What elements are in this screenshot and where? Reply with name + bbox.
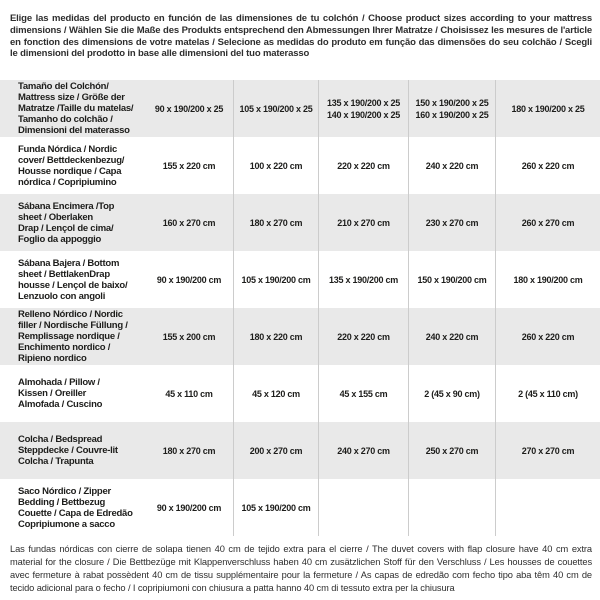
size-cell bbox=[318, 479, 408, 536]
product-label: Sábana Bajera / Bottom sheet / BettlakenDrap housse / Lençol de baixo/ Lenzuolo con angoli bbox=[18, 257, 128, 302]
size-cell bbox=[408, 479, 495, 536]
product-label: Colcha / Bedspread Steppdecke / Couvre-lit Colcha / Trapunta bbox=[18, 434, 118, 467]
size-cell: 210 x 270 cm bbox=[318, 194, 408, 251]
size-cell: 180 x 190/200 cm bbox=[495, 251, 600, 308]
size-cell: 100 x 220 cm bbox=[233, 137, 318, 194]
size-cell: 180 x 220 cm bbox=[233, 308, 318, 365]
table-row bbox=[0, 365, 600, 422]
table-row bbox=[0, 137, 600, 194]
table-row bbox=[0, 251, 600, 308]
product-label: Sábana Encimera /Top sheet / Oberlaken Drap / Lençol de cima/ Foglio da appoggio bbox=[18, 200, 115, 245]
size-cell: 90 x 190/200 cm bbox=[156, 502, 222, 513]
product-label: Saco Nórdico / Zipper Bedding / Bettbezug Couette / Capa de Edredão Copripiumone a sacco bbox=[18, 485, 133, 530]
size-cell: 180 x 190/200 x 25 bbox=[495, 80, 600, 137]
size-guide-table bbox=[0, 80, 600, 536]
size-cell: 155 x 200 cm bbox=[162, 331, 216, 342]
size-cell: 240 x 220 cm bbox=[408, 308, 495, 365]
size-cell: 240 x 270 cm bbox=[318, 422, 408, 479]
product-label: Funda Nórdica / Nordic cover/ Bettdeckenbezug/ Housse nordique / Capa nórdica / Copripiumino bbox=[18, 143, 125, 188]
footnote-text: Las fundas nórdicas con cierre de solapa tienen 40 cm de tejido extra para el cierre / The duvet covers with flap closure have 40 cm extra material for the closure / Die Bettbezüge mit Klappenverschluss haben 40 cm zusätzlichen Stoff für den Verschluss / Les housses de couettes avec fermeture à rabat possèdent 40 cm de tissu supplémentaire pour la fermeture / As capas de edredão com fecho tipo aba têm 40 cm de tecido adicional para o fecho / I copripiumoni con chiusura a patta hanno 40 cm di tessuto extra per la chiusura bbox=[10, 544, 592, 593]
size-cell: 2 (45 x 90 cm) bbox=[408, 365, 495, 422]
product-label: Relleno Nórdico / Nordic filler / Nordische Füllung / Remplissage nordique / Enchimento nordico / Ripieno nordico bbox=[18, 309, 128, 364]
size-cell: 230 x 270 cm bbox=[408, 194, 495, 251]
size-cell: 200 x 270 cm bbox=[233, 422, 318, 479]
size-cell: 160 x 270 cm bbox=[162, 217, 216, 228]
size-cell: 90 x 190/200 cm bbox=[156, 274, 222, 285]
size-cell: 150 x 190/200 x 25 160 x 190/200 x 25 bbox=[408, 80, 495, 137]
size-cell: 260 x 220 cm bbox=[495, 137, 600, 194]
size-cell: 220 x 220 cm bbox=[318, 137, 408, 194]
size-cell: 45 x 110 cm bbox=[165, 388, 213, 399]
size-cell bbox=[495, 479, 600, 536]
size-cell: 90 x 190/200 x 25 bbox=[154, 103, 224, 114]
size-cell: 260 x 270 cm bbox=[495, 194, 600, 251]
table-row bbox=[0, 80, 600, 137]
size-cell: 105 x 190/200 x 25 bbox=[233, 80, 318, 137]
size-cell: 105 x 190/200 cm bbox=[233, 251, 318, 308]
size-cell: 2 (45 x 110 cm) bbox=[495, 365, 600, 422]
size-cell: 270 x 270 cm bbox=[495, 422, 600, 479]
size-cell: 155 x 220 cm bbox=[162, 160, 216, 171]
table-row bbox=[0, 422, 600, 479]
size-cell: 105 x 190/200 cm bbox=[233, 479, 318, 536]
size-cell: 180 x 270 cm bbox=[233, 194, 318, 251]
size-cell: 260 x 220 cm bbox=[495, 308, 600, 365]
table-row bbox=[0, 308, 600, 365]
size-cell: 240 x 220 cm bbox=[408, 137, 495, 194]
table-row bbox=[0, 479, 600, 536]
size-cell: 45 x 155 cm bbox=[318, 365, 408, 422]
size-cell: 220 x 220 cm bbox=[318, 308, 408, 365]
product-label: Almohada / Pillow / Kissen / Oreiller Almofada / Cuscino bbox=[18, 377, 103, 410]
intro-text: Elige las medidas del producto en función de las dimensiones de tu colchón / Choose product sizes according to your mattress dimensions / Wählen Sie die Maße des Produkts entsprechend den Abmessungen Ihrer Matratze / Choisissez les mesures de l'article en fonction des dimensions de votre matelas / Selecione as medidas do produto em função das dimensões do seu colchão / Scegli le dimensioni del prodotto in base alle dimensioni del tuo materasso bbox=[10, 13, 592, 60]
product-label: Tamaño del Colchón/ Mattress size / Größe der Matratze /Taille du matelas/ Tamanho do colchão / Dimensioni del materasso bbox=[18, 81, 134, 136]
size-cell: 180 x 270 cm bbox=[162, 445, 216, 456]
size-cell: 150 x 190/200 cm bbox=[408, 251, 495, 308]
size-cell: 135 x 190/200 cm bbox=[318, 251, 408, 308]
size-cell: 45 x 120 cm bbox=[233, 365, 318, 422]
table-row bbox=[0, 194, 600, 251]
size-cell: 250 x 270 cm bbox=[408, 422, 495, 479]
size-cell: 135 x 190/200 x 25 140 x 190/200 x 25 bbox=[318, 80, 408, 137]
